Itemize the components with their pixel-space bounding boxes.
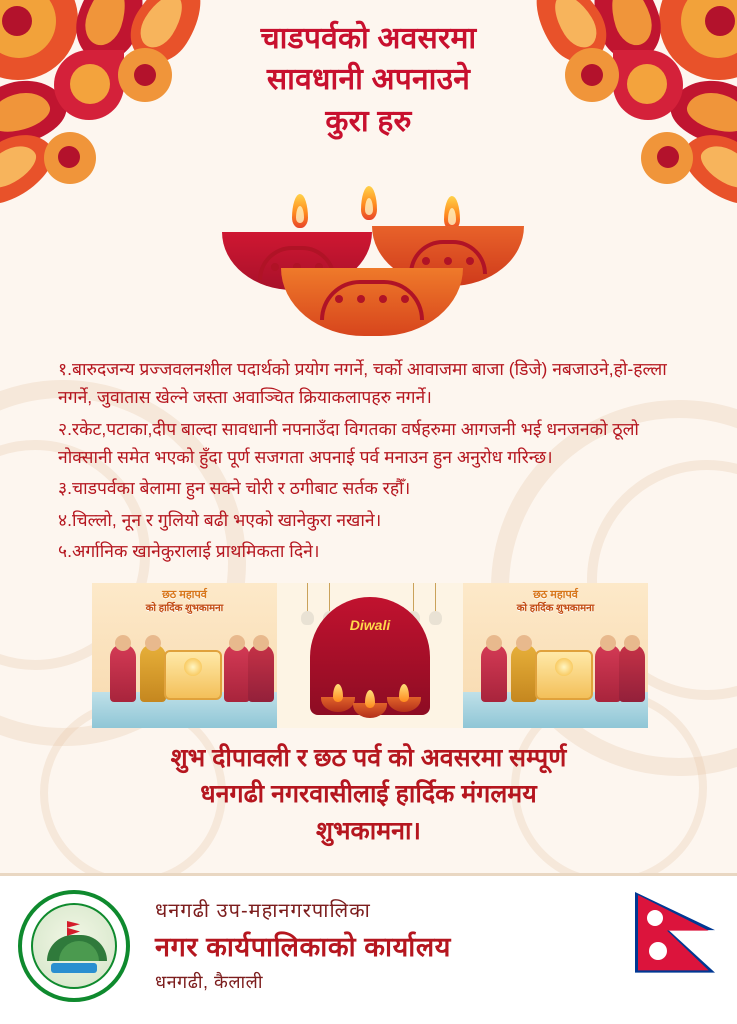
office-line-1: धनगढी उप-महानगरपालिका [155, 900, 371, 922]
safety-point-5: ५.अर्गानिक खानेकुरालाई प्राथमिकता दिने। [58, 541, 320, 562]
chhath-greeting-right-line1: छठ महापर्व [533, 589, 578, 601]
devotee-figure [224, 644, 250, 702]
greeting-line-3: शुभकामना। [315, 816, 422, 845]
title-line-1: चाडपर्वको अवसरमा [260, 22, 477, 55]
nepal-flag-icon [635, 892, 715, 1004]
flag-moon-symbol [647, 910, 663, 926]
devotee-figure [511, 644, 537, 702]
devotee-figure [619, 644, 645, 702]
devotee-figure [248, 644, 274, 702]
safety-point-1: १.बारुदजन्य प्रज्जवलनशील पदार्थको प्रयोग नगर्ने, चर्को आवाजमा बाजा (डिजे) नबजाउने,हो-हल्ला नगर्ने, जुवातास खेल्ने जस्ता अवाञ्चित क्रियाकलापहरु नगर्ने। [58, 359, 667, 408]
greeting-message [0, 740, 737, 849]
flame-left-icon [292, 194, 308, 228]
chhath-photo-right [463, 583, 648, 728]
greeting-line-2: धनगढी नगरवासीलाई हार्दिक मंगलमय [200, 780, 537, 809]
emblem-base-band [51, 963, 97, 973]
chhath-greeting-right [463, 589, 648, 615]
safety-point-4: ४.चिल्लो, नून र गुलियो बढी भएको खानेकुरा नखाने। [58, 509, 382, 530]
emblem-inner [31, 903, 117, 989]
diwali-photo-center [277, 583, 463, 728]
safety-points-list [58, 355, 683, 568]
diya-lamps-illustration [0, 190, 737, 340]
offering-basket [164, 650, 222, 700]
title-line-3: कुरा हरु [325, 104, 412, 138]
hanging-lamp [329, 583, 330, 613]
hanging-lamp [413, 583, 414, 613]
safety-point-3: ३.चाडपर्वका बेलामा हुन सक्ने चोरी र ठगीबाट सर्तक रहौँ। [58, 478, 411, 499]
office-line-3: धनगढी, कैलाली [155, 972, 264, 992]
devotee-figure [140, 644, 166, 702]
dhangadhi-municipality-emblem-icon [18, 890, 130, 1002]
office-name-block [155, 896, 575, 994]
devotee-figure [110, 644, 136, 702]
office-line-2: नगर कार्यपालिकाको कार्यालय [155, 932, 452, 962]
festival-photo-strip [92, 583, 648, 728]
devotee-figure [595, 644, 621, 702]
footer-bar [0, 873, 737, 1024]
diya-lamp-front [281, 268, 463, 336]
flag-sun-symbol [649, 942, 667, 960]
chhath-photo-left [92, 583, 277, 728]
chhath-greeting-right-line2: को हार्दिक शुभकामना [516, 602, 595, 614]
chhath-greeting-left [92, 589, 277, 615]
flame-center-icon [361, 186, 377, 220]
safety-point-2: २.रकेट,पटाका,दीप बाल्दा सावधानी नपनाउँदा विगतका वर्षहरुमा आगजनी भई धनजनको ठूलो नोक्सानी समेत भएको हुँदा पूर्ण सजगता अपनाई पर्व मनाउन हुन अनुरोध गरिन्छ। [58, 418, 639, 468]
greeting-line-1: शुभ दीपावली र छठ पर्व को अवसरमा सम्पूर्ण [170, 744, 567, 772]
hanging-lamp [307, 583, 308, 613]
poster-title [0, 18, 737, 142]
offering-basket [535, 650, 593, 700]
flame-right-icon [444, 196, 460, 230]
devotee-figure [481, 644, 507, 702]
chhath-greeting-left-line2: को हार्दिक शुभकामना [145, 602, 224, 614]
title-line-2: सावधानी अपनाउने [266, 63, 471, 97]
hanging-lamp [435, 583, 436, 613]
chhath-greeting-left-line1: छठ महापर्व [162, 589, 207, 601]
diwali-label: Diwali [349, 617, 391, 633]
small-diya-icon [353, 703, 387, 718]
emblem-flag-icon [67, 921, 80, 936]
